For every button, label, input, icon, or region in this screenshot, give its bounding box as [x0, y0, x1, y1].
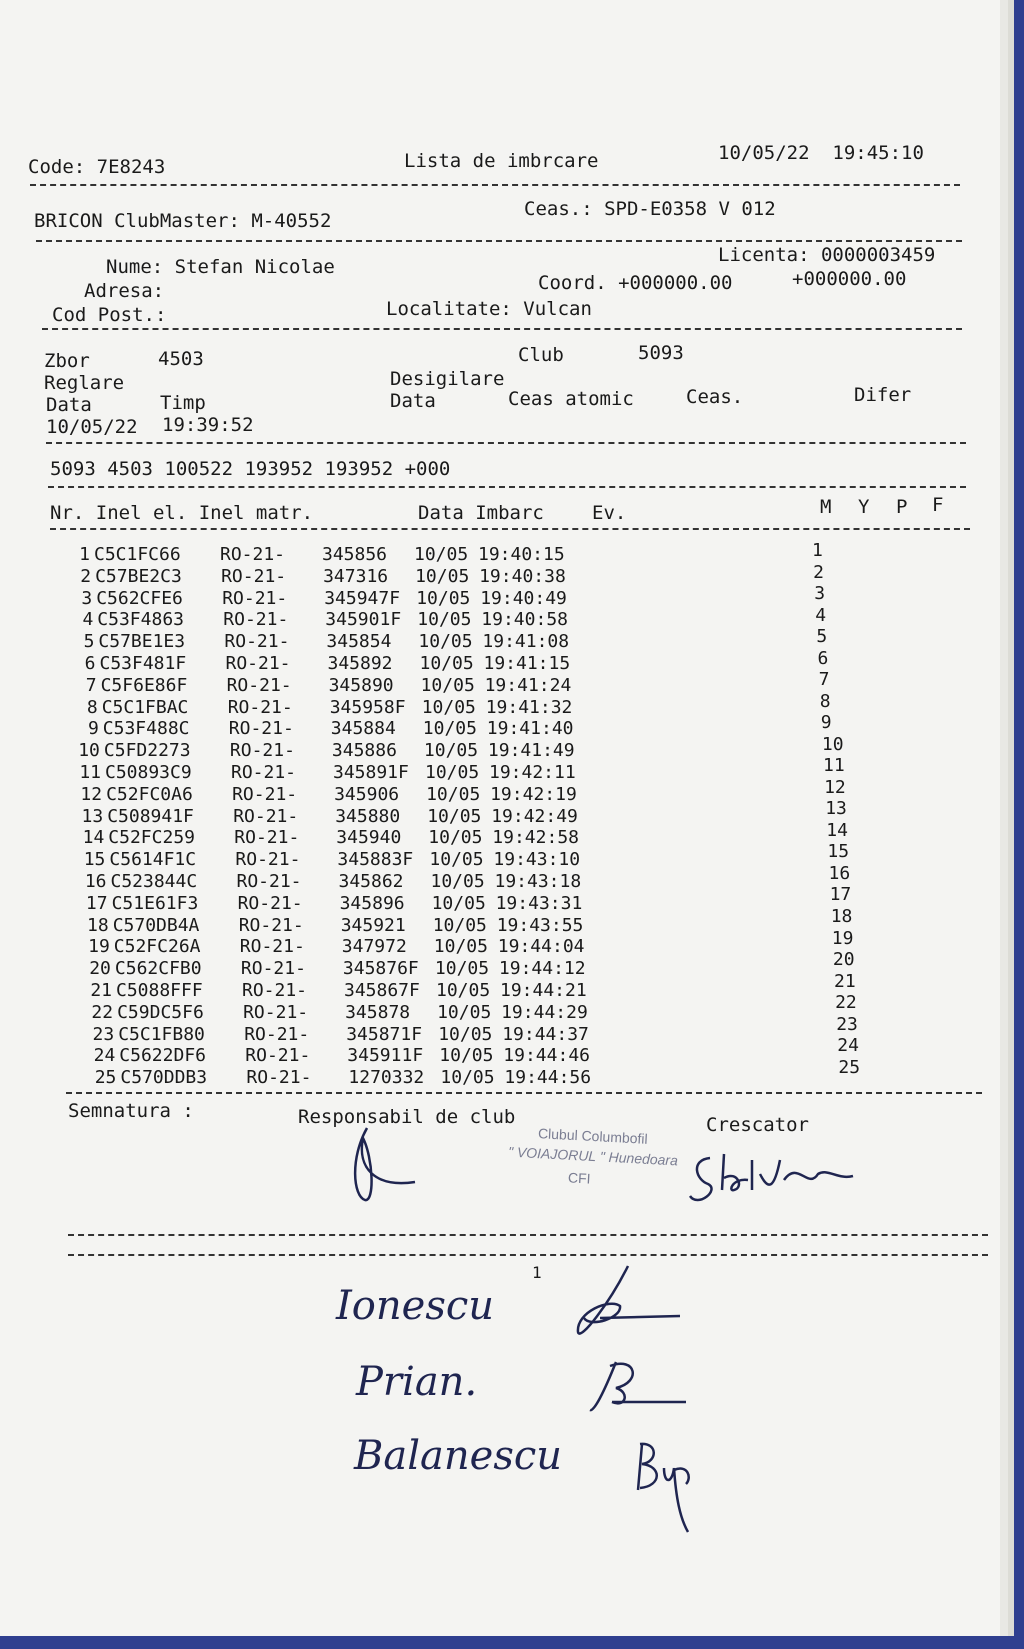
boarding-time: 19:42:58: [492, 827, 579, 849]
ring-number: 345854: [326, 631, 392, 653]
position-m: 13: [825, 798, 847, 820]
time-column-label: Timp: [160, 392, 206, 414]
regulation-label: Reglare: [44, 372, 125, 394]
column-y: Y: [858, 496, 870, 518]
column-ev: Ev.: [592, 502, 627, 524]
print-datetime: 10/05/22 19:45:10: [718, 142, 924, 164]
boarding-date: 10/05: [416, 587, 471, 609]
ring-number: 345880: [335, 805, 401, 827]
electronic-ring: C51E61F3: [111, 892, 199, 914]
ring-prefix: RO-21-: [225, 653, 291, 674]
table-row: [0, 798, 1000, 828]
electronic-ring: C5FD2273: [103, 740, 191, 762]
license-number: Licenta: 0000003459: [718, 244, 936, 266]
table-row: [0, 690, 1000, 719]
breeder-signature: [688, 1150, 858, 1220]
boarding-time: 19:43:18: [494, 871, 582, 892]
handwritten-name-3: Balanescu: [354, 1433, 563, 1479]
column-p: P: [896, 496, 908, 518]
ring-number: 345883F: [337, 849, 414, 871]
position-m: 10: [821, 733, 844, 755]
row-number: 17: [85, 892, 108, 914]
boarding-date: 10/05: [436, 980, 491, 1001]
ring-prefix: RO-21-: [246, 1067, 312, 1089]
ring-number: 347316: [323, 565, 389, 587]
boarding-date: 10/05: [432, 914, 487, 936]
row-number: 20: [89, 958, 111, 980]
electronic-ring: C50893C9: [105, 762, 192, 783]
boarding-time: 19:41:40: [486, 718, 574, 740]
column-m: M: [820, 496, 832, 518]
ring-number: 345878: [345, 1001, 411, 1023]
club-stamp-line1: Clubul Columbofil: [537, 1125, 649, 1147]
boarding-time: 19:40:49: [480, 587, 567, 609]
club-responsible-signature: [345, 1118, 425, 1208]
position-m: 2: [813, 561, 824, 583]
address-label: Adresa:: [84, 280, 165, 302]
position-m: 22: [835, 992, 857, 1014]
ring-number: 345892: [327, 653, 393, 674]
electronic-ring: C562CFE6: [96, 587, 183, 609]
club-stamp-line3: CFI: [567, 1169, 591, 1187]
ring-prefix: RO-21-: [238, 914, 304, 936]
table-row: [0, 776, 1000, 806]
row-number: 19: [88, 936, 110, 958]
club-responsible-label: Responsabil de club: [298, 1106, 516, 1128]
boarding-time: 19:42:19: [490, 783, 577, 805]
position-m: 12: [824, 776, 846, 798]
locality: Localitate: Vulcan: [386, 298, 592, 320]
electronic-ring: C508941F: [107, 805, 194, 827]
row-number: 25: [94, 1067, 117, 1089]
boarding-date: 10/05: [440, 1067, 495, 1089]
ring-prefix: RO-21-: [231, 762, 297, 783]
handwritten-signature-2: [586, 1352, 696, 1422]
position-m: 11: [823, 755, 845, 777]
electronic-ring: C53F4863: [97, 609, 184, 631]
divider: [66, 1092, 982, 1094]
table-row: [0, 647, 1000, 675]
row-number: 6: [84, 653, 96, 674]
position-m: 6: [817, 647, 829, 669]
signature-label: Semnatura :: [68, 1100, 194, 1122]
boarding-time: 19:44:21: [500, 980, 587, 1001]
boarding-date: 10/05: [433, 936, 488, 958]
boarding-date: 10/05: [414, 544, 469, 565]
boarding-date: 10/05: [434, 958, 490, 980]
boarding-date: 10/05: [422, 718, 477, 740]
row-number: 15: [83, 849, 106, 871]
table-row: [0, 604, 1000, 631]
boarding-time: 19:41:08: [482, 631, 570, 653]
boarding-time: 19:44:29: [501, 1001, 588, 1023]
divider: [36, 240, 962, 242]
boarding-time: 19:44:37: [502, 1023, 589, 1045]
boarding-time: 19:44:56: [504, 1067, 592, 1089]
ring-prefix: RO-21-: [232, 783, 298, 805]
table-row: [0, 626, 1000, 653]
position-m: 25: [838, 1056, 861, 1078]
ring-prefix: RO-21-: [220, 544, 286, 565]
ring-prefix: RO-21-: [234, 827, 300, 849]
position-m: 5: [816, 626, 828, 648]
club-stamp-line2: " VOIAJORUL " Hunedoara: [507, 1143, 679, 1169]
ring-prefix: RO-21-: [224, 631, 290, 653]
coordinates: Coord. +000000.00: [538, 272, 733, 294]
table-row: [0, 561, 1000, 588]
boarding-time: 19:43:10: [493, 849, 581, 871]
ring-prefix: RO-21-: [229, 740, 295, 762]
electronic-ring: C5614F1C: [109, 849, 197, 871]
row-number: 12: [80, 783, 103, 805]
boarding-time: 19:42:11: [489, 762, 576, 783]
ring-number: 345947F: [324, 587, 401, 609]
regulation-time: 19:39:52: [162, 414, 254, 436]
boarding-date: 10/05: [430, 871, 485, 892]
row-number: 3: [81, 587, 93, 609]
row-number: 7: [85, 674, 97, 696]
electronic-ring: C5C1FC66: [94, 544, 181, 565]
electronic-ring: C53F488C: [102, 718, 190, 740]
clock-label: Ceas.: SPD-E0358 V 012: [524, 198, 776, 220]
date-column-label: Data: [46, 394, 92, 416]
position-m: 7: [818, 669, 830, 691]
boarding-date: 10/05: [421, 696, 476, 718]
ring-number: 345876F: [342, 958, 419, 980]
column-ring-numbers: Nr. Inel el. Inel matr.: [50, 502, 314, 524]
electronic-ring: C5622DF6: [119, 1045, 206, 1067]
position-m: 8: [819, 690, 831, 712]
boarding-date: 10/05: [423, 740, 479, 762]
position-m: 18: [830, 906, 853, 928]
row-number: 4: [82, 609, 94, 631]
ring-prefix: RO-21-: [244, 1023, 310, 1045]
boarding-time: 19:42:49: [491, 805, 578, 827]
electronic-ring: C52FC0A6: [106, 783, 193, 805]
ring-number: 345884: [330, 718, 396, 740]
row-number: 23: [92, 1023, 115, 1045]
row-number: 24: [93, 1045, 116, 1067]
table-row: [0, 540, 1000, 566]
position-m: 24: [837, 1035, 859, 1057]
table-row: [0, 712, 1000, 740]
flight-number: 4503: [158, 348, 204, 370]
position-m: 20: [832, 949, 855, 971]
boarding-time: 19:41:15: [483, 653, 571, 674]
position-m: 3: [814, 583, 826, 605]
position-m: 14: [826, 819, 848, 841]
row-number: 16: [84, 871, 107, 892]
clock-column-label: Ceas.: [686, 386, 744, 408]
divider: [50, 528, 970, 530]
ring-prefix: RO-21-: [233, 805, 299, 827]
unsealing-label: Desigilare: [390, 368, 505, 390]
position-m: 19: [831, 927, 854, 949]
ring-prefix: RO-21-: [243, 1001, 309, 1023]
electronic-ring: C52FC26A: [113, 936, 201, 958]
electronic-ring: C59DC5F6: [117, 1001, 204, 1023]
ring-prefix: RO-21-: [236, 871, 302, 892]
column-f: F: [932, 494, 944, 516]
summary-line: 5093 4503 100522 193952 193952 +000: [50, 458, 451, 480]
unseal-date-label: Data: [390, 390, 436, 412]
ring-number: 345896: [339, 892, 405, 914]
boarding-time: 19:41:32: [485, 696, 573, 718]
ring-prefix: RO-21-: [222, 587, 288, 609]
page-title: Lista de imbrcare: [404, 150, 599, 172]
row-number: 1: [79, 544, 90, 565]
boarding-date: 10/05: [419, 653, 474, 674]
divider: [42, 328, 962, 330]
divider: [68, 1234, 988, 1236]
ring-number: 345871F: [346, 1023, 423, 1045]
boarding-date: 10/05: [439, 1045, 494, 1067]
ring-number: 345891F: [333, 762, 409, 783]
divider: [68, 1254, 988, 1256]
boarding-date: 10/05: [428, 827, 483, 849]
column-boarding-date: Data Imbarc: [418, 502, 544, 524]
position-m: 15: [827, 841, 850, 863]
boarding-date: 10/05: [426, 783, 481, 805]
boarding-time: 19:40:38: [479, 565, 566, 587]
row-number: 11: [79, 762, 101, 783]
row-number: 21: [90, 980, 112, 1001]
handwritten-signature-1: [570, 1262, 690, 1352]
electronic-ring: C52FC259: [108, 827, 195, 849]
electronic-ring: C57BE1E3: [98, 631, 186, 653]
ring-number: 1270332: [348, 1067, 425, 1089]
handwritten-name-1: Ionescu: [336, 1283, 495, 1329]
table-row: [0, 819, 1000, 849]
row-number: 14: [82, 827, 105, 849]
ring-number: 345940: [336, 827, 402, 849]
electronic-ring: C523844C: [110, 871, 198, 892]
breeder-label: Crescator: [706, 1114, 809, 1136]
boarding-date: 10/05: [431, 892, 486, 914]
boarding-date: 10/05: [438, 1023, 493, 1045]
postal-code-label: Cod Post.:: [52, 304, 167, 326]
handwritten-signature-3: [628, 1438, 708, 1538]
ring-number: 345906: [334, 783, 400, 805]
table-row: [0, 669, 1000, 697]
boarding-time: 19:40:15: [478, 544, 565, 565]
boarding-date: 10/05: [427, 805, 482, 827]
club-number: 5093: [638, 342, 684, 364]
ring-prefix: RO-21-: [237, 892, 303, 914]
boarding-time: 19:43:55: [496, 914, 584, 936]
electronic-ring: C570DB4A: [112, 914, 200, 936]
ring-prefix: RO-21-: [245, 1045, 311, 1067]
ring-number: 347972: [341, 936, 407, 958]
handwritten-name-2: Prian.: [356, 1359, 478, 1405]
ring-prefix: RO-21-: [235, 849, 301, 871]
boarding-date: 10/05: [415, 565, 470, 587]
ring-prefix: RO-21-: [240, 958, 306, 980]
electronic-ring: C5088FFF: [116, 980, 203, 1001]
table-row: [0, 755, 1000, 784]
position-m: 4: [815, 604, 827, 626]
electronic-ring: C53F481F: [99, 653, 187, 674]
ring-prefix: RO-21-: [226, 674, 292, 696]
row-number: 10: [78, 740, 100, 762]
ring-number: 345958F: [329, 696, 406, 718]
flight-label: Zbor: [44, 350, 90, 372]
divider: [48, 486, 966, 488]
ring-prefix: RO-21-: [239, 936, 305, 958]
ring-number: 345856: [322, 544, 388, 565]
ring-number: 345886: [331, 740, 397, 762]
electronic-ring: C570DDB3: [120, 1067, 208, 1089]
row-number: 5: [83, 631, 95, 653]
position-m: 1: [812, 540, 823, 561]
row-number: 8: [86, 696, 98, 718]
boarding-time: 19:40:58: [481, 609, 568, 631]
difference-label: Difer: [854, 384, 912, 406]
boarding-date: 10/05: [425, 762, 480, 783]
electronic-ring: C562CFB0: [114, 958, 202, 980]
electronic-ring: C5C1FBAC: [101, 696, 189, 718]
club-label: Club: [518, 344, 564, 366]
boarding-date: 10/05: [417, 609, 472, 631]
ring-number: 345921: [340, 914, 406, 936]
regulation-date: 10/05/22: [46, 416, 138, 438]
system-label: BRICON ClubMaster: M-40552: [34, 210, 332, 232]
ring-number: 345867F: [344, 980, 420, 1001]
page-number: 1: [532, 1263, 542, 1282]
ring-number: 345901F: [325, 609, 402, 631]
electronic-ring: C5C1FB80: [118, 1023, 205, 1045]
electronic-ring: C5F6E86F: [100, 674, 188, 696]
owner-name: Nume: Stefan Nicolae: [106, 256, 335, 278]
divider: [30, 184, 960, 186]
code-label: Code: 7E8243: [28, 156, 166, 178]
row-number: 18: [87, 914, 109, 936]
ring-prefix: RO-21-: [223, 609, 289, 631]
position-m: 23: [836, 1013, 858, 1035]
divider: [46, 442, 966, 444]
boarding-time: 19:44:04: [497, 936, 585, 958]
row-number: 2: [80, 565, 92, 587]
row-number: 22: [91, 1001, 114, 1023]
boarding-time: 19:41:24: [484, 674, 572, 696]
atomic-clock-label: Ceas atomic: [508, 388, 634, 410]
ring-prefix: RO-21-: [242, 980, 308, 1001]
ring-prefix: RO-21-: [221, 565, 287, 587]
boarding-time: 19:44:46: [503, 1045, 590, 1067]
ring-number: 345890: [328, 674, 394, 696]
row-number: 9: [87, 718, 99, 740]
boarding-date: 10/05: [420, 674, 475, 696]
boarding-time: 19:43:31: [495, 892, 583, 914]
ring-prefix: RO-21-: [228, 718, 294, 740]
position-m: 16: [828, 862, 851, 884]
table-row: [0, 583, 1000, 610]
ring-prefix: RO-21-: [227, 696, 293, 718]
table-row: [0, 733, 1000, 762]
boarding-date: 10/05: [429, 849, 484, 871]
boarding-date: 10/05: [437, 1001, 492, 1023]
row-number: 13: [81, 805, 104, 827]
electronic-ring: C57BE2C3: [95, 565, 182, 587]
coordinates-second: +000000.00: [792, 268, 907, 290]
boarding-time: 19:44:12: [498, 958, 586, 980]
position-m: 9: [820, 712, 832, 734]
position-m: 21: [834, 970, 856, 992]
boarding-date: 10/05: [418, 631, 473, 653]
position-m: 17: [829, 884, 852, 906]
ring-number: 345862: [338, 871, 404, 892]
boarding-time: 19:41:49: [487, 740, 575, 762]
ring-number: 345911F: [347, 1045, 424, 1067]
